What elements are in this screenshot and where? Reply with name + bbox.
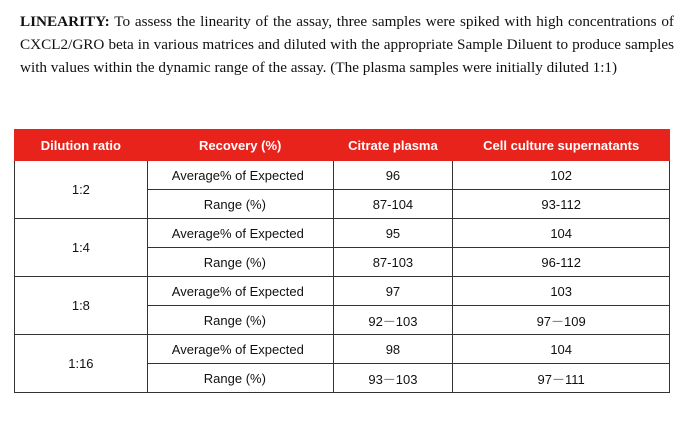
table-row (15, 335, 670, 364)
plasma-value: 97 (333, 277, 453, 306)
culture-value: 104 (453, 219, 670, 248)
table-row (15, 161, 670, 190)
metric-label: Average% of Expected (147, 277, 333, 306)
culture-value: 97－109 (453, 306, 670, 335)
table-row (15, 277, 670, 306)
culture-value: 102 (453, 161, 670, 190)
plasma-value: 92－103 (333, 306, 453, 335)
header-dilution-ratio: Dilution ratio (15, 130, 148, 161)
plasma-value: 98 (333, 335, 453, 364)
culture-value: 93-112 (453, 190, 670, 219)
paragraph-text: To assess the linearity of the assay, three samples were spiked with high concentrations of CXCL2/GRO beta in various matrices and diluted with the appropriate Sample Diluent to produce samples with values within the dynamic range of the assay. (The plasma samples were initially diluted 1:1) (20, 13, 674, 76)
metric-label: Average% of Expected (147, 161, 333, 190)
linearity-paragraph (20, 10, 674, 79)
dilution-ratio-cell: 1:4 (15, 219, 148, 277)
metric-label: Average% of Expected (147, 335, 333, 364)
dilution-ratio-cell: 1:16 (15, 335, 148, 393)
table-row (15, 219, 670, 248)
metric-label: Average% of Expected (147, 219, 333, 248)
plasma-value: 87-103 (333, 248, 453, 277)
paragraph-lead: LINEARITY: (20, 13, 110, 30)
dilution-ratio-cell: 1:2 (15, 161, 148, 219)
metric-label: Range (%) (147, 364, 333, 393)
header-recovery: Recovery (%) (147, 130, 333, 161)
culture-value: 104 (453, 335, 670, 364)
metric-label: Range (%) (147, 306, 333, 335)
metric-label: Range (%) (147, 190, 333, 219)
culture-value: 97－111 (453, 364, 670, 393)
plasma-value: 93－103 (333, 364, 453, 393)
table-header-row (15, 130, 670, 161)
plasma-value: 96 (333, 161, 453, 190)
dilution-ratio-cell: 1:8 (15, 277, 148, 335)
header-citrate-plasma: Citrate plasma (333, 130, 453, 161)
header-cell-culture: Cell culture supernatants (453, 130, 670, 161)
culture-value: 103 (453, 277, 670, 306)
plasma-value: 95 (333, 219, 453, 248)
metric-label: Range (%) (147, 248, 333, 277)
document (14, 10, 674, 387)
plasma-value: 87-104 (333, 190, 453, 219)
linearity-table (14, 129, 670, 393)
culture-value: 96-112 (453, 248, 670, 277)
